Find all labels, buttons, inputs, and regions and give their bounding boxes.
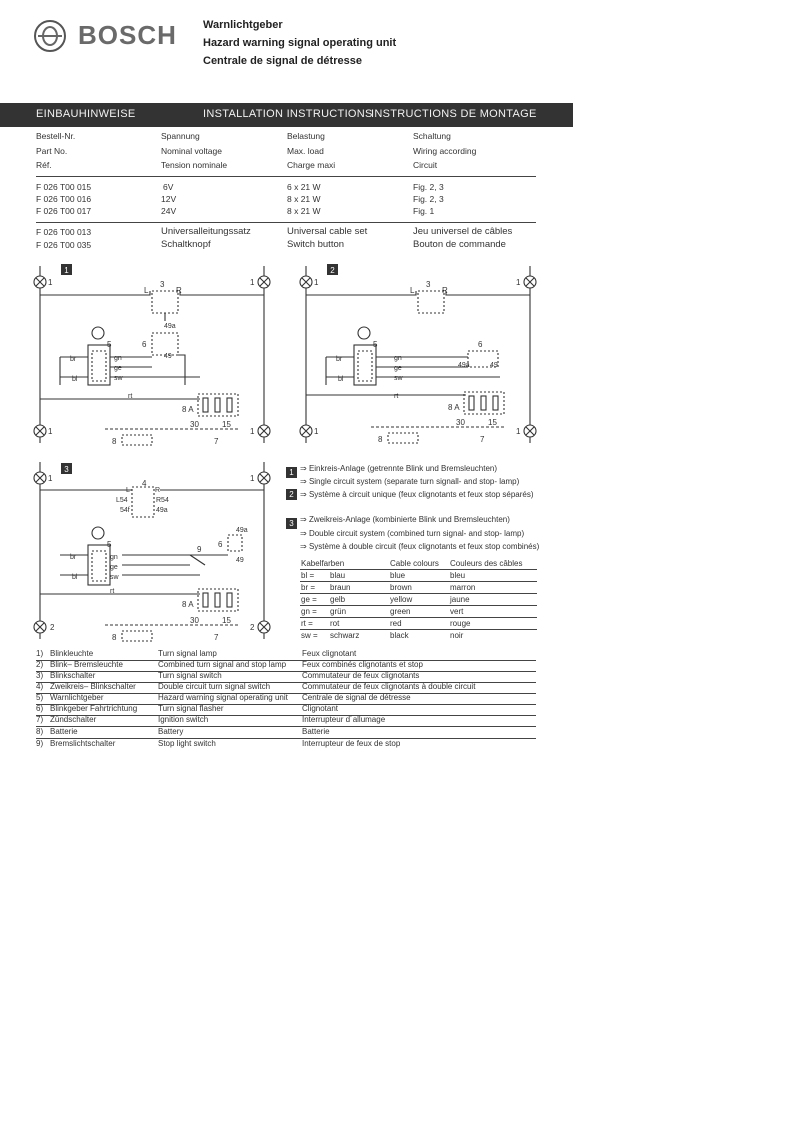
- part-8-label: 8: [112, 633, 117, 642]
- legend-text: Système à double circuit (feux clignotants et feux stop combinés): [308, 542, 540, 551]
- colour-en: black: [390, 631, 409, 640]
- colour-de: rot: [330, 619, 340, 628]
- colour-header: Cable colours: [390, 559, 439, 568]
- part-de: Zündschalter: [50, 715, 97, 724]
- divider: [300, 581, 537, 582]
- terminal-label: R54: [156, 497, 169, 504]
- part-en: Hazard warning signal operating unit: [158, 693, 288, 702]
- part-en: Combined turn signal and stop lamp: [158, 660, 287, 669]
- part-8-label: 8: [112, 437, 117, 446]
- bar-label-de: EINBAUHINWEISE: [36, 108, 136, 120]
- list-item: [36, 727, 536, 738]
- terminal-label: R: [442, 286, 448, 295]
- wire-sw-label: sw: [394, 375, 403, 382]
- spec-cell: 8 x 21 W: [287, 194, 321, 204]
- acc-cell: F 026 T00 013: [36, 227, 92, 237]
- terminal-label: 49a: [236, 527, 248, 534]
- legend-line: ⇒ Double circuit system (combined turn signal- and stop- lamp): [300, 529, 525, 538]
- spec-cell: 24V: [161, 206, 177, 216]
- part-6-label: 6: [218, 540, 223, 549]
- acc-cell: Jeu universel de câbles: [413, 226, 513, 237]
- legend-text: Single circuit system (separate turn signall- and stop- lamp): [308, 477, 520, 486]
- legend-text: Système à circuit unique (feux clignotants et feux stop séparés): [308, 490, 534, 499]
- lamp-label: 1: [516, 278, 521, 287]
- part-7-label: 7: [214, 633, 219, 642]
- divider: [300, 569, 537, 570]
- terminal-label: 49a: [156, 507, 168, 514]
- wire-ge-label: ge: [394, 365, 402, 372]
- spec-h1-fr: Réf.: [36, 160, 52, 170]
- colour-en: brown: [390, 583, 412, 592]
- part-5-label: 5: [107, 540, 112, 549]
- lamp-label: 1: [250, 474, 255, 483]
- lamp-label: 1: [48, 427, 53, 436]
- figure-1: [34, 264, 270, 446]
- part-fr: Interrupteur de feux de stop: [302, 739, 401, 748]
- lamp-label: 1: [516, 427, 521, 436]
- colour-de: blau: [330, 571, 346, 580]
- part-7-label: 7: [480, 435, 485, 444]
- terminal-label: 15: [488, 418, 497, 427]
- wire-bl-label: bl: [72, 574, 78, 581]
- part-fr: Commutateur de feux clignotants à double circuit: [302, 682, 476, 691]
- colour-fr: vert: [450, 607, 464, 616]
- terminal-label: 49a: [458, 362, 470, 369]
- wire-br-label: br: [70, 356, 77, 363]
- part-en: Turn signal lamp: [158, 649, 217, 658]
- title-fr: Centrale de signal de détresse: [203, 55, 362, 67]
- part-6-label: 6: [478, 340, 483, 349]
- legend-text: Einkreis-Anlage (getrennte Blink und Bremsleuchten): [308, 464, 498, 473]
- spec-cell: 12V: [161, 194, 177, 204]
- colour-de: grün: [330, 607, 347, 616]
- part-en: Turn signal flasher: [158, 704, 224, 713]
- figure-2: [300, 264, 536, 444]
- wire-gn-label: gn: [110, 554, 118, 561]
- legend-line: ⇒ Système à circuit unique (feux clignotants et feux stop séparés): [300, 490, 534, 499]
- legend-badge: 3: [286, 518, 297, 529]
- spec-h2-de: Spannung: [161, 131, 200, 141]
- colour-en: blue: [390, 571, 406, 580]
- colour-en: yellow: [390, 595, 413, 604]
- spec-cell: 8 x 21 W: [287, 206, 321, 216]
- terminal-label: R: [176, 286, 182, 295]
- spec-cell: F 026 T00 015: [36, 182, 92, 192]
- colour-code: gn =: [301, 607, 317, 616]
- knob-icon: [358, 327, 370, 339]
- part-number: 8): [36, 727, 44, 736]
- list-item: [36, 671, 536, 682]
- part-de: Warnlichtgeber: [50, 693, 104, 702]
- part-fr: Centrale de signal de détresse: [302, 693, 411, 702]
- list-item: [36, 649, 536, 660]
- wire-gn-label: gn: [114, 355, 122, 362]
- colour-code: br =: [301, 583, 316, 592]
- lamp-label: 1: [314, 278, 319, 287]
- spec-h2-en: Nominal voltage: [161, 146, 222, 156]
- wire-br-label: br: [336, 356, 343, 363]
- colour-code: rt =: [301, 619, 313, 628]
- wire-sw-label: sw: [114, 375, 123, 382]
- figure-number: 3: [64, 465, 69, 474]
- divider: [36, 222, 536, 223]
- part-4-label: 4: [142, 479, 147, 488]
- lamp-label: 1: [250, 278, 255, 287]
- fuse-label: 8 A: [182, 600, 194, 609]
- lamp-label: 2: [250, 623, 255, 632]
- spec-cell: Fig. 1: [413, 206, 435, 216]
- terminal-label: 49: [490, 362, 498, 369]
- part-de: Batterie: [50, 727, 78, 736]
- bar-label-fr: INSTRUCTIONS DE MONTAGE: [371, 108, 537, 120]
- list-item: [36, 715, 536, 726]
- part-7-label: 7: [214, 437, 219, 446]
- part-number: 4): [36, 682, 44, 691]
- colour-code: bl =: [301, 571, 315, 580]
- wire-sw-label: sw: [110, 574, 119, 581]
- legend-line: ⇒ Single circuit system (separate turn signall- and stop- lamp): [300, 477, 520, 486]
- list-item: [36, 693, 536, 704]
- knob-icon: [92, 527, 104, 539]
- divider: [300, 605, 537, 606]
- lamp-label: 1: [314, 427, 319, 436]
- acc-cell: Switch button: [287, 239, 345, 250]
- spec-h1-de: Bestell-Nr.: [36, 131, 76, 141]
- wire-gn-label: gn: [394, 355, 402, 362]
- figure-number: 1: [64, 266, 69, 275]
- spec-h2-fr: Tension nominale: [161, 160, 228, 170]
- divider: [300, 593, 537, 594]
- wire-rt-label: rt: [110, 588, 115, 595]
- instructions-bar: [0, 103, 573, 127]
- wire-bl-label: bl: [338, 376, 344, 383]
- fuse-label: 8 A: [448, 403, 460, 412]
- part-en: Battery: [158, 727, 184, 736]
- colour-header: Kabelfarben: [301, 559, 345, 568]
- colour-de: gelb: [330, 595, 346, 604]
- part-de: Blinkgeber Fahrtrichtung: [50, 704, 138, 713]
- acc-cell: Universalleitungssatz: [161, 226, 251, 237]
- legend-badge: 1: [286, 467, 297, 478]
- divider: [300, 629, 537, 630]
- part-3-label: 3: [160, 280, 165, 289]
- spec-cell: F 026 T00 016: [36, 194, 92, 204]
- part-number: 9): [36, 739, 44, 748]
- acc-cell: F 026 T00 035: [36, 240, 92, 250]
- colour-code: ge =: [301, 595, 317, 604]
- divider: [300, 617, 537, 618]
- part-de: Blinkleuchte: [50, 649, 94, 658]
- terminal-label: 15: [222, 420, 231, 429]
- terminal-label: L: [410, 286, 415, 295]
- part-fr: Clignotant: [302, 704, 339, 713]
- spec-h1-en: Part No.: [36, 146, 68, 156]
- spec-cell: 6 x 21 W: [287, 182, 321, 192]
- terminal-label: 30: [456, 418, 465, 427]
- lamp-label: 1: [48, 474, 53, 483]
- spec-h4-fr: Circuit: [413, 160, 438, 170]
- wire-ge-label: ge: [114, 365, 122, 372]
- part-number: 5): [36, 693, 44, 702]
- terminal-label: 15: [222, 616, 231, 625]
- colour-fr: rouge: [450, 619, 471, 628]
- part-fr: Feux combinés clignotants et stop: [302, 660, 423, 669]
- colour-fr: marron: [450, 583, 476, 592]
- legend-text: Zweikreis-Anlage (kombinierte Blink und Bremsleuchten): [308, 515, 510, 524]
- divider: [36, 176, 536, 177]
- lamp-label: 2: [50, 623, 55, 632]
- part-number: 1): [36, 649, 44, 658]
- part-8-label: 8: [378, 435, 383, 444]
- spec-h4-de: Schaltung: [413, 131, 451, 141]
- part-number: 7): [36, 715, 44, 724]
- spec-cell: F 026 T00 017: [36, 206, 92, 216]
- wiring-diagrams: [0, 255, 560, 645]
- spec-h3-fr: Charge maxi: [287, 160, 336, 170]
- legend-badge: 2: [286, 489, 297, 500]
- legend-text: Double circuit system (combined turn signal- and stop- lamp): [308, 529, 525, 538]
- terminal-label: 30: [190, 616, 199, 625]
- part-en: Turn signal switch: [158, 671, 222, 680]
- spec-cell: Fig. 2, 3: [413, 194, 444, 204]
- terminal-label: L: [144, 286, 149, 295]
- part-de: Zweikreis– Blinkschalter: [50, 682, 136, 691]
- part-6-label: 6: [142, 340, 147, 349]
- wire-ge-label: ge: [110, 564, 118, 571]
- part-fr: Commutateur de feux clignotants: [302, 671, 420, 680]
- lamp-label: 1: [48, 278, 53, 287]
- terminal-label: 54f: [120, 507, 130, 514]
- part-en: Double circuit turn signal switch: [158, 682, 271, 691]
- wire-br-label: br: [70, 554, 77, 561]
- part-fr: Interrupteur d´allumage: [302, 715, 386, 724]
- spec-cell: 6V: [163, 182, 174, 192]
- brand-name: BOSCH: [78, 20, 177, 50]
- colour-code: sw =: [301, 631, 318, 640]
- figure-3: [34, 462, 270, 642]
- colour-fr: jaune: [450, 595, 470, 604]
- title-en: Hazard warning signal operating unit: [203, 37, 397, 49]
- part-5-label: 5: [373, 340, 378, 349]
- terminal-label: 49: [164, 353, 172, 360]
- spec-h3-en: Max. load: [287, 146, 324, 156]
- part-5-label: 5: [107, 340, 112, 349]
- part-de: Blinkschalter: [50, 671, 96, 680]
- acc-cell: Bouton de commande: [413, 239, 506, 250]
- part-de: Bremslichtschalter: [50, 739, 116, 748]
- bar-label-en: INSTALLATION INSTRUCTIONS: [203, 108, 373, 120]
- acc-cell: Schaltknopf: [161, 239, 211, 250]
- colour-en: green: [390, 607, 411, 616]
- list-item: [36, 739, 536, 750]
- figure-number: 2: [330, 266, 335, 275]
- colour-de: schwarz: [330, 631, 360, 640]
- colour-header: Couleurs des câbles: [450, 559, 523, 568]
- terminal-label: 49a: [164, 323, 176, 330]
- colour-fr: noir: [450, 631, 464, 640]
- spec-h4-en: Wiring according: [413, 146, 477, 156]
- part-fr: Feux clignotant: [302, 649, 357, 658]
- acc-cell: Universal cable set: [287, 226, 368, 237]
- part-3-label: 3: [426, 280, 431, 289]
- wire-rt-label: rt: [394, 393, 399, 400]
- spec-cell: Fig. 2, 3: [413, 182, 444, 192]
- legend-line: ⇒ Zweikreis-Anlage (kombinierte Blink und Bremsleuchten): [300, 515, 510, 524]
- list-item: [36, 682, 536, 693]
- part-fr: Batterie: [302, 727, 330, 736]
- fuse-label: 8 A: [182, 405, 194, 414]
- terminal-label: L: [126, 487, 130, 494]
- legend-line: ⇒ Einkreis-Anlage (getrennte Blink und Bremsleuchten): [300, 464, 498, 473]
- terminal-label: L54: [116, 497, 128, 504]
- lamp-label: 1: [250, 427, 255, 436]
- legend-line: ⇒ Système à double circuit (feux clignotants et feux stop combinés): [300, 542, 540, 551]
- part-number: 6): [36, 704, 44, 713]
- list-item: [36, 704, 536, 715]
- part-de: Blink– Bremsleuchte: [50, 660, 123, 669]
- terminal-label: 49: [236, 557, 244, 564]
- colour-fr: bleu: [450, 571, 466, 580]
- part-en: Stop light switch: [158, 739, 216, 748]
- wire-bl-label: bl: [72, 376, 78, 383]
- part-number: 2): [36, 660, 44, 669]
- part-number: 3): [36, 671, 44, 680]
- spec-h3-de: Belastung: [287, 131, 325, 141]
- knob-icon: [92, 327, 104, 339]
- terminal-label: 30: [190, 420, 199, 429]
- wire-rt-label: rt: [128, 393, 133, 400]
- colour-en: red: [390, 619, 402, 628]
- title-de: Warnlichtgeber: [203, 19, 283, 31]
- part-9-label: 9: [197, 545, 202, 554]
- part-en: Ignition switch: [158, 715, 209, 724]
- bosch-logo-icon: [34, 20, 66, 52]
- colour-de: braun: [330, 583, 351, 592]
- list-item: [36, 660, 536, 671]
- terminal-label: R: [155, 487, 161, 494]
